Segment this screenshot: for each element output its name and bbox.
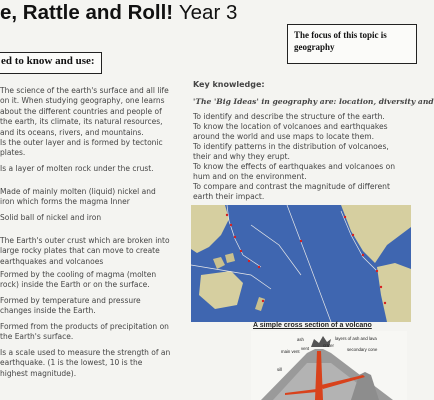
- definition-tectonic-plates: The Earth's outer crust which are broken into large rocky plates that can move to create earthquakes and volcanoes: [0, 236, 170, 266]
- key-knowledge-item: To compare and contrast the magnitude of different earth their impact.: [193, 182, 390, 201]
- label-crater: crater: [323, 343, 334, 348]
- volcano-marker: [344, 216, 346, 218]
- definition-richter-scale: Is a scale used to measure the strength of an earthquake. (1 is the lowest, 10 is the highest magnitude).: [0, 348, 171, 378]
- definition-mantle: Is a layer of molten rock under the crust.: [0, 164, 154, 173]
- key-knowledge-item: To know the effects of earthquakes and volcanoes on hum and on the environment.: [193, 162, 396, 181]
- cross-section-title: A simple cross section of a volcano: [253, 322, 372, 329]
- title-main: e, Rattle and Roll!: [0, 1, 174, 24]
- volcano-marker: [234, 236, 236, 238]
- volcano-marker: [248, 260, 250, 262]
- title-year: Year 3: [178, 1, 238, 24]
- volcano-marker: [384, 302, 386, 304]
- key-knowledge-heading: Key knowledge:: [193, 80, 265, 89]
- label-secondary-cone: secondary cone: [347, 347, 378, 352]
- definition-geography: The science of the earth's surface and all life on it. When studying geography, one learns about the different countries and people of the earth, its climate, its natural resources, and its oceans, rivers, and mountains.: [0, 86, 169, 137]
- label-sill: sill: [277, 367, 283, 372]
- label-ash: ash: [297, 337, 304, 342]
- volcano-marker: [352, 234, 354, 236]
- big-ideas-text: 'The 'Big Ideas' in geography are: location, diversity and: [193, 97, 434, 106]
- key-knowledge-item: To know the location of volcanoes and earthquakes around the world and use maps to locate them.: [193, 122, 388, 141]
- volcano-marker: [300, 240, 302, 242]
- definition-crust: Is the outer layer and is formed by tectonic plates.: [0, 138, 163, 158]
- definition-sedimentary-rock: Formed from the products of precipitation on the Earth's surface.: [0, 322, 169, 342]
- world-volcano-map: [191, 205, 411, 322]
- volcano-marker: [230, 224, 232, 226]
- page-title: [0, 1, 237, 25]
- label-layers: layers of ash and lava: [335, 336, 377, 341]
- definition-outer-core: Made of mainly molten (liquid) nickel and iron which forms the magma Inner: [0, 187, 156, 207]
- volcano-marker: [376, 270, 378, 272]
- label-main-vent: main vent: [281, 349, 300, 354]
- key-knowledge-item: To identify patterns in the distribution of volcanoes, their and why they erupt.: [193, 142, 389, 161]
- focus-text: The focus of this topic is geography: [294, 30, 387, 52]
- volcano-marker: [226, 214, 228, 216]
- vocab-heading-box: [0, 52, 102, 74]
- volcano-marker: [240, 250, 242, 252]
- label-vent: vent: [301, 346, 310, 351]
- volcano-cross-section: [251, 331, 407, 400]
- volcano-marker: [362, 254, 364, 256]
- volcano-marker: [380, 286, 382, 288]
- focus-box: [287, 24, 417, 64]
- definition-inner-core: Solid ball of nickel and iron: [0, 213, 102, 222]
- definition-metamorphic-rock: Formed by temperature and pressure changes inside the Earth.: [0, 296, 141, 316]
- key-knowledge-item: To identify and describe the structure of the earth.: [193, 112, 385, 121]
- key-knowledge-list: [193, 112, 408, 202]
- volcano-marker: [258, 266, 260, 268]
- vocab-heading: ed to know and use:: [1, 55, 95, 67]
- definition-igneous-rock: Formed by the cooling of magma (molten rock) inside the Earth or on the surface.: [0, 270, 157, 290]
- volcano-marker: [262, 300, 264, 302]
